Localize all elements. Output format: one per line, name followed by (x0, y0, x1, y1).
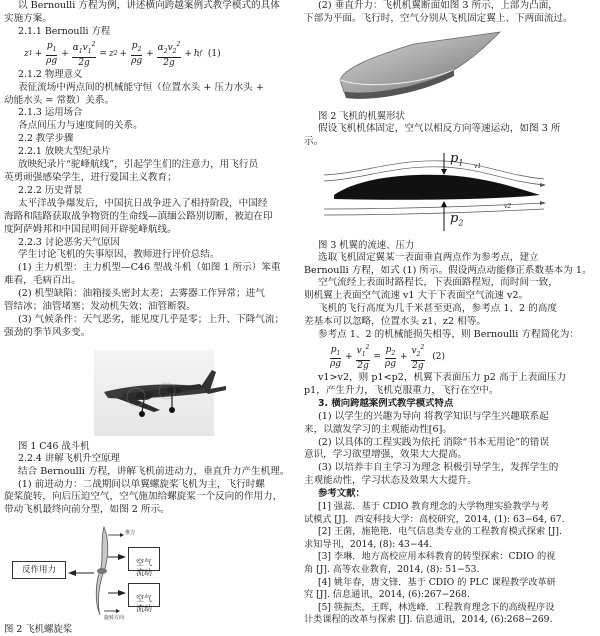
reference-line: 究 [J]. 信息通讯，2014, (6):267−268. (304, 589, 470, 601)
paragraph-line: 表征流场中两点间的机械能守恒（位置水头 + 压力水头 + (18, 81, 264, 93)
paragraph-line: 假设飞机机体固定，空气以相反方向等速运动，如图 3 所 (318, 122, 561, 134)
reference-line: [2] 王菌，施艳艳．电气信息类专业的工程教育模式探索 [J]. (318, 526, 562, 538)
paragraph-line: (1) 主力机型：主力机型—C46 型战斗机（如图 1 所示）笨重 (18, 262, 281, 274)
reference-line: [5] 筷振杰，王晖，林选峰．工程教育理念下的高级程序设 (318, 601, 555, 613)
reaction-force-label: 反作用力 (21, 565, 56, 576)
section-heading: 2.2.1 放映大型纪录片 (18, 146, 111, 158)
p2-label: $p_2$ (450, 210, 464, 228)
intro-line: 实施方案。 (4, 12, 52, 24)
reference-line: 求知导刊，2014, (8): 43−44. (304, 538, 433, 550)
v1-label: v1 (474, 162, 482, 170)
figure-airfoil-caption: 图 3 机翼的流速、压力 (318, 239, 415, 251)
paragraph-line: 太平洋战争爆发后，中国抗日战争进入了相持阶段，中国经 (18, 197, 268, 209)
reference-line: [4] 姚年春，唐文锋．基于 CDIO 的 PLC 课程教学改革研 (318, 576, 556, 588)
paragraph-line: 下部为平面。飞行时，空气分别从飞机固定翼上、下两面流过。 (304, 12, 573, 24)
figure-2-propeller-diagram (4, 521, 296, 621)
bernoulli-equation-2: $\frac{p_1}{\rho g}$ + $\frac{v_1^2}{2g}$ = $\frac{p_2}{\rho g}$ + $\frac{v_2^2}{2g}$ (2) (330, 344, 446, 371)
paragraph-line: 结合 Bernoulli 方程，讲解飞机前进动力，垂直升力产生机理。 (18, 465, 290, 477)
section-heading: 2.2 教学步骤 (18, 133, 74, 145)
paragraph-line: (3) 以培养丰自主学习为理念 积极引导学生，发挥学生的 (318, 462, 559, 474)
paragraph-line: 放映纪录片“驼峰航线”，引起学生们的注意力，用飞行员 (18, 159, 259, 171)
paragraph-line: 来，以激发学习的主观能动性[6]。 (304, 423, 452, 435)
section-heading: 2.1.2 物理意义 (18, 68, 83, 80)
paragraph-line: 难看，毛病百出。 (4, 275, 81, 287)
paragraph-line: 参考点 1、2 的机械能损失相等，则 Bernoulli 方程简化为： (318, 329, 579, 341)
paragraph-line: 学生讨论飞机的失事原因，教师进行评价总结。 (18, 249, 220, 261)
section-heading: 2.2.3 讨论恶劣天气原因 (18, 236, 120, 248)
figure-airfoil-flow (304, 151, 596, 237)
equation-number: (2) (432, 351, 446, 362)
paragraph-line: p1，产生升力，飞机克服重力，飞行在空中。 (304, 384, 499, 396)
paragraph-line: 空气流经上表面时路程长，下表面路程短，而时间一致， (318, 277, 558, 289)
right-column (304, 0, 596, 627)
paragraph-line: 则机翼上表面空气流速 v1 大于下表面空气流速 v2。 (304, 290, 529, 302)
paragraph-line: (1) 以学生的兴趣为导向 将教学知识与学生兴趣联系起 (318, 410, 549, 422)
paragraph-line: v1>v2，则 p1<p2，机翼下表面压力 p2 高于上表面压力 (318, 371, 567, 383)
air-flow-label-box-1 (128, 547, 160, 578)
equation-number: (1) (207, 48, 221, 59)
reference-line: 试模式 [J]．西安科技大学：高校研究，2014, (1): 63−64, 67. (304, 513, 565, 525)
figure-1-aircraft-photo (4, 348, 296, 438)
paragraph-line: (2) 机型缺陷：油箱接头密封太差；去雾器工作异常；进气 (18, 288, 265, 300)
reaction-force-label-box (12, 561, 66, 579)
intro-line: 以 Bernoulli 方程为例，讲述横向跨越案例式教学模式的具体 (18, 0, 280, 11)
paragraph-line: 差基本可以忽略，位置水头 z1、z2 相等。 (304, 316, 486, 328)
paragraph-line: 主观能动性，学习状态及效果大大提升。 (304, 475, 477, 487)
paragraph-line: 选取飞机固定翼某一表面垂直两点作为参考点，建立 (318, 251, 539, 263)
bernoulli-equation-1: z 1 + $\frac{p_1}{\rho g}$ + $\frac{\alpha_1v_1^2}{2g}$ = z 2 + $\frac{p_2}{\rho g}$ + $\frac{\alpha_2v_2^2}{2g}$ + h f (1) (24, 40, 221, 68)
air-flow-label: 空气 流动 (136, 594, 152, 614)
reference-line: 角 [J]. 高等农业教育，2014, (8): 51−53. (304, 564, 480, 575)
paragraph-line: Bernoulli 方程，如式 (1) 所示。假设两点动能修正系数基本为 1。 (304, 264, 592, 276)
paragraph-line: 管结冰；油管堵塞；发动机失效；油管断裂。 (4, 301, 196, 313)
air-flow-label: 空气 流动 (136, 558, 152, 578)
paragraph-line: (2) 以具体的工程实践为依托 消除“书本无用论”的错误 (318, 436, 549, 448)
section-heading: 2.1.1 Bernoulli 方程 (18, 25, 111, 37)
wing-shape-image (304, 28, 596, 108)
c46-aircraft-image (4, 348, 296, 438)
rotation-small-label: 旋转方向 (104, 615, 125, 622)
paragraph-line: (1) 前进动力：二战期间以单翼螺旋桨飞机为主，飞行时螺 (18, 478, 265, 490)
paragraph-line: 旋桨旋转，向后压迫空气，空气施加给螺旋桨一个反向的作用力， (4, 491, 283, 503)
paragraph-line: 英勇顽强感染学生，进行爱国主义教育； (4, 171, 177, 183)
paragraph-line: 海路和陆路获取战争物资的生命线—滇缅公路别切断，被迫在印 (4, 210, 273, 222)
p1-label: $p_1$ (450, 150, 464, 168)
paragraph-line: (3) 气候条件：天气恶劣，能见度几乎是零；上升、下降气流； (18, 313, 285, 325)
paragraph-line: 示。 (304, 135, 324, 147)
section-heading-3: 3. 横向跨越案例式教学模式特点 (318, 397, 454, 409)
reference-line: [3] 李琳．地方高校应用本科教育的转型探索：CDIO 的视 (318, 551, 556, 563)
references-title: 参考文献： (318, 488, 365, 500)
figure-wing-caption: 图 2 飞机的机翼形状 (318, 110, 405, 122)
figure-wing-shape (304, 28, 596, 108)
paragraph-line: 带动飞机最终向前分型，如图 2 所示。 (4, 504, 170, 516)
paragraph-line: 各点间压力与速度间的关系。 (18, 120, 143, 132)
section-heading: 2.2.2 历史背景 (18, 184, 83, 196)
thrust-small-label: 推力 (125, 530, 136, 537)
figure-1-caption: 图 1 C46 战斗机 (18, 440, 90, 452)
paragraph-line: 强劲的季节风多变。 (4, 326, 91, 338)
paragraph-line: 度阿萨姆邦和中国昆明间开辟驼峰航线。 (4, 223, 177, 235)
paragraph-line: 动能水头 = 常数）关系。 (4, 94, 115, 106)
paragraph-line: 意识，学习欲望增强，效果大大提高。 (304, 449, 468, 461)
section-heading: 2.2.4 讲解飞机升空原理 (18, 452, 120, 464)
paragraph-line: 飞机的飞行高度为几千米甚至更高，参考点 1、2 的高度 (318, 303, 557, 315)
left-column (4, 0, 296, 636)
section-heading: 2.1.3 运用场合 (18, 107, 83, 119)
figure-2-caption: 图 2 飞机螺旋桨 (4, 624, 73, 636)
reference-line: [1] 强蕊．基于 CDIO 教育理念的大学物理实验教学与考 (318, 501, 550, 513)
paragraph-line: (2) 垂直升力：飞机机翼断面如图 3 所示，上部为凸面， (318, 0, 558, 11)
v2-label: v2 (504, 202, 512, 210)
reference-line: 计类课程的改革与探索 [J]. 信息通讯，2014, (6):268−269. (304, 614, 553, 626)
air-flow-label-box-2 (128, 583, 160, 614)
